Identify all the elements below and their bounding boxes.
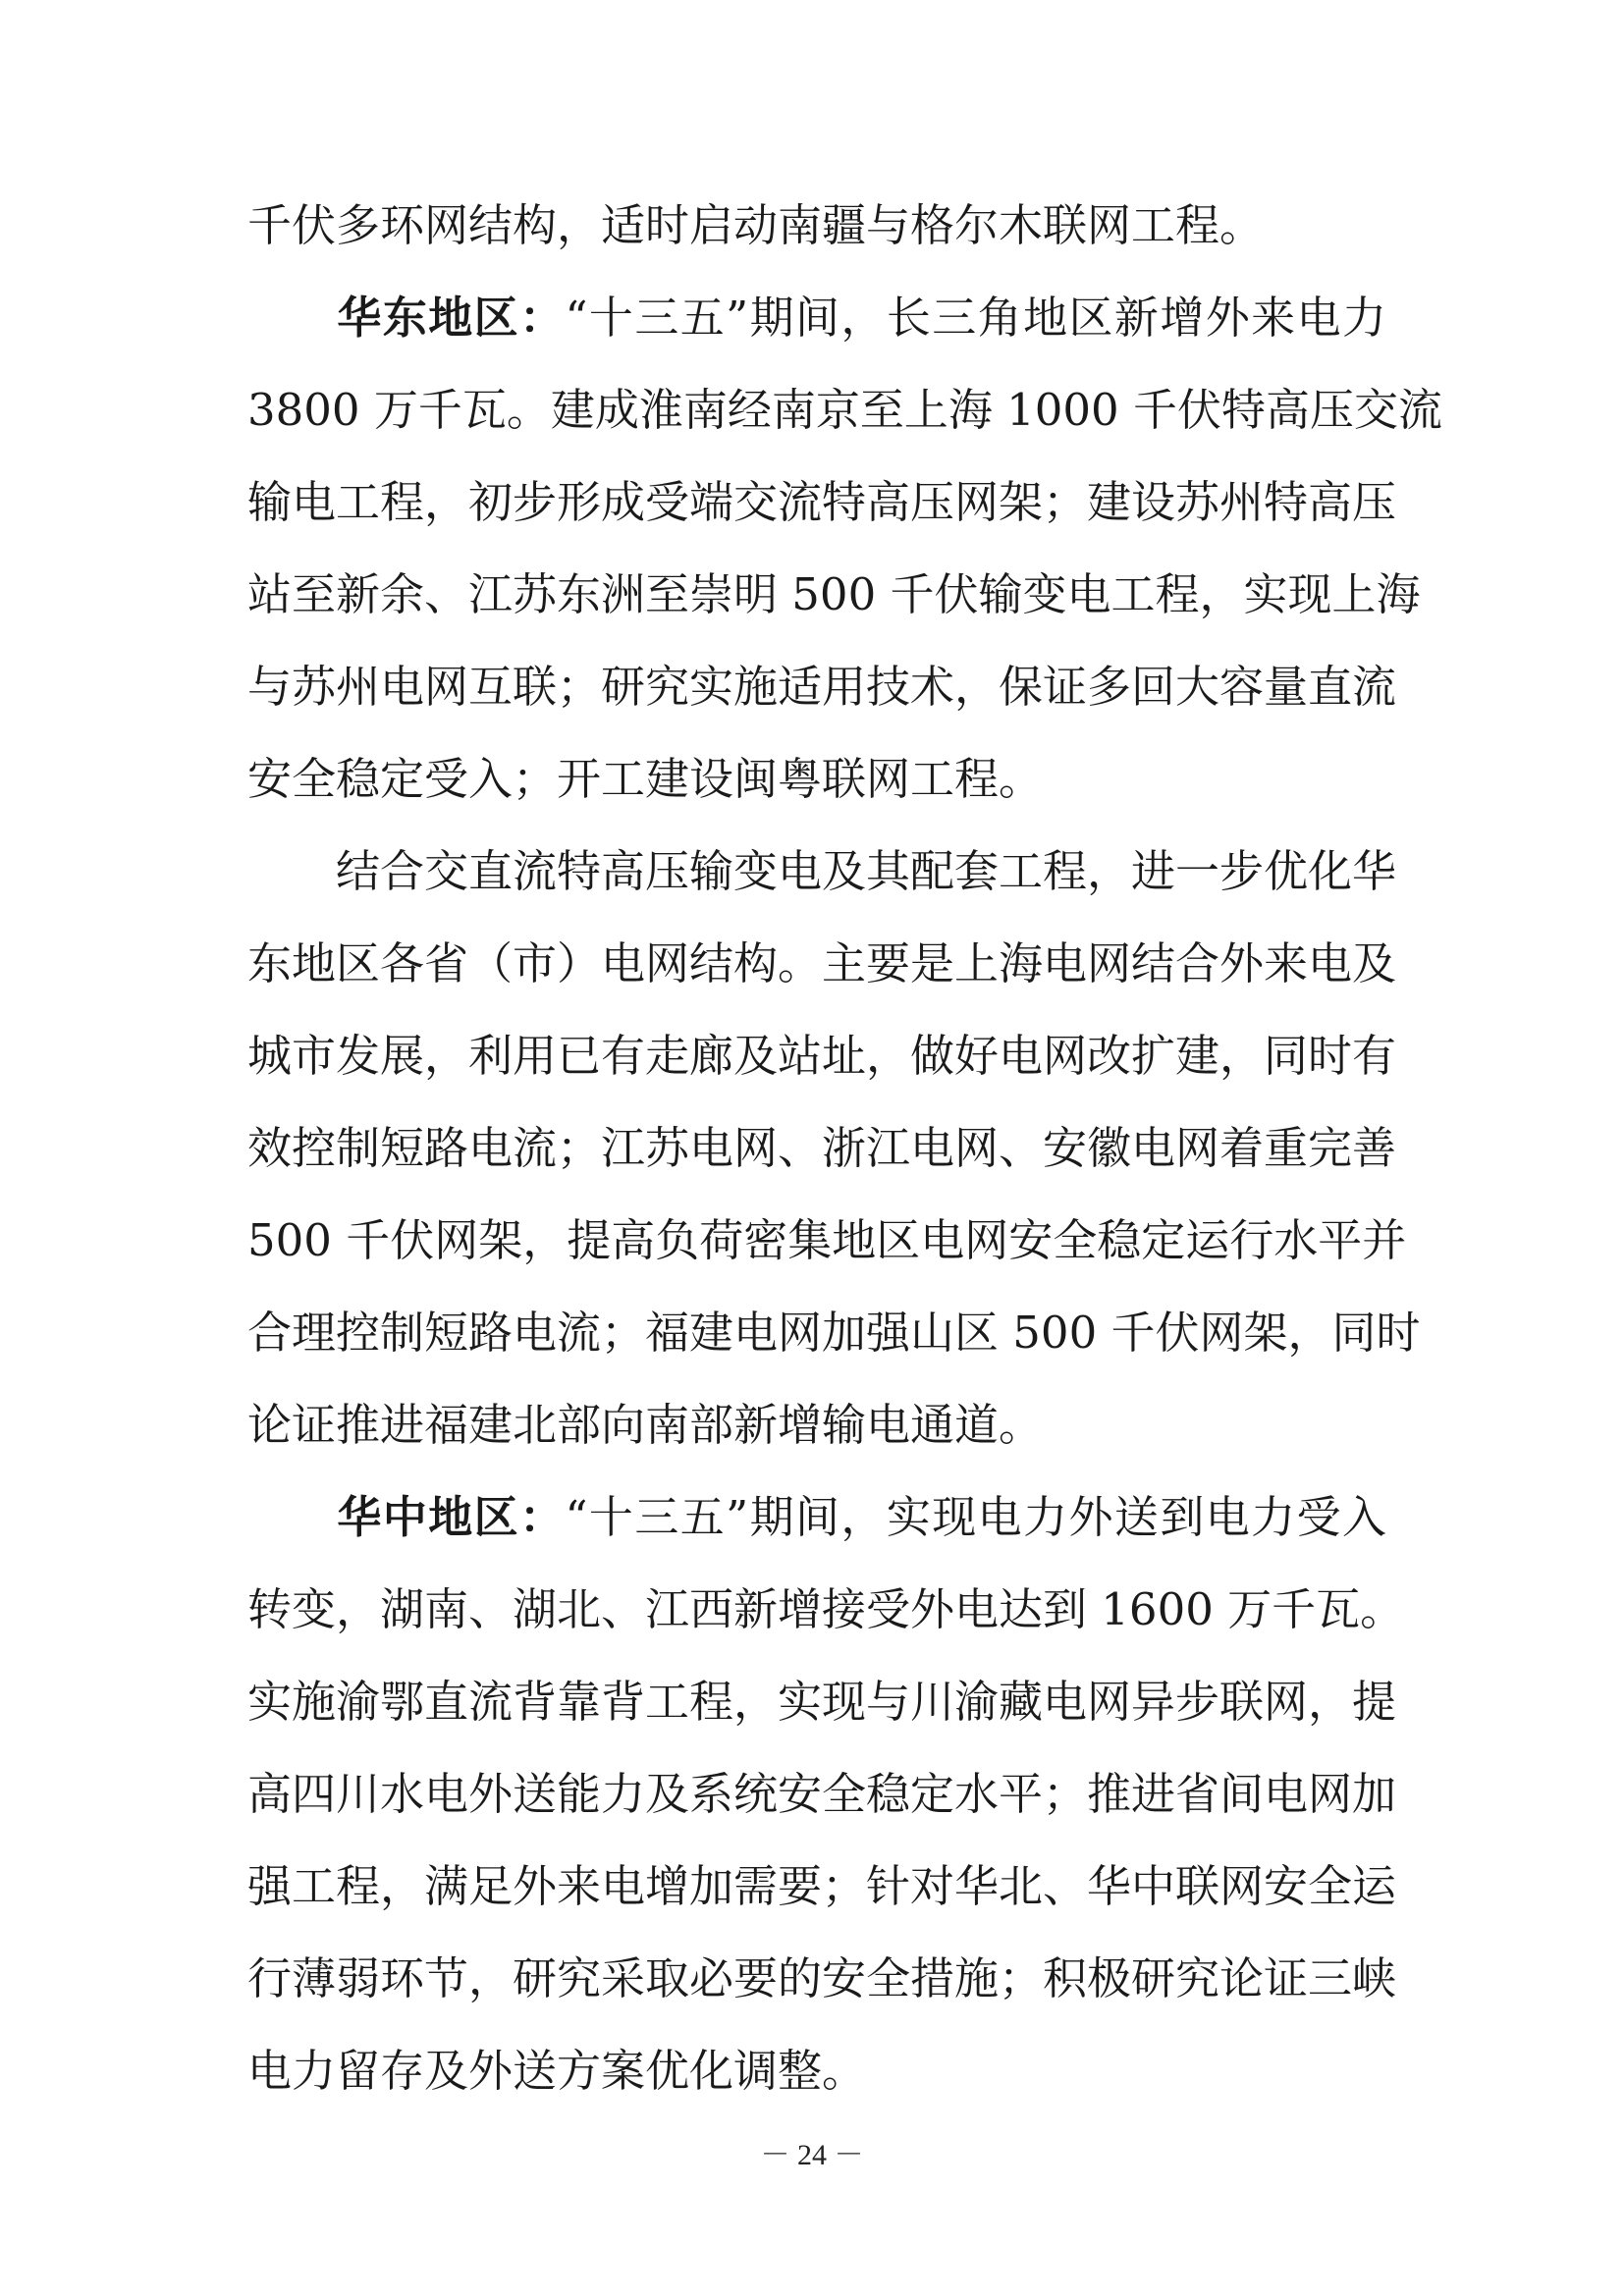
text-line bbox=[247, 463, 1397, 556]
line-text: 转变，湖南、湖北、江西新增接受外电达到 1600 万千瓦。 bbox=[247, 1583, 1405, 1635]
line-text: 效控制短路电流；江苏电网、浙江电网、安徽电网着重完善 bbox=[247, 1122, 1397, 1174]
text-line bbox=[247, 1386, 1386, 1478]
line-text: 电力留存及外送方案优化调整。 bbox=[247, 2045, 867, 2097]
text-line bbox=[247, 1109, 1397, 1201]
line-text: “十三五”期间，长三角地区新增外来电力 bbox=[565, 292, 1386, 344]
line-text: 高四川水电外送能力及系统安全稳定水平；推进省间电网加 bbox=[247, 1768, 1397, 1820]
text-line bbox=[247, 2032, 1386, 2124]
text-line bbox=[247, 1940, 1397, 2032]
region-heading: 华中地区： bbox=[336, 1491, 566, 1543]
text-line bbox=[247, 1663, 1397, 1755]
line-text: 500 千伏网架，提高负荷密集地区电网安全稳定运行水平并 bbox=[247, 1214, 1407, 1266]
line-text: 站至新余、江苏东洲至崇明 500 千伏输变电工程，实现上海 bbox=[247, 568, 1421, 620]
text-line bbox=[247, 187, 1386, 279]
text-line bbox=[247, 1294, 1421, 1386]
page-number: － 24 － bbox=[760, 2139, 864, 2171]
line-text: 强工程，满足外来电增加需要；针对华北、华中联网安全运 bbox=[247, 1860, 1397, 1912]
line-text: 结合交直流特高压输变电及其配套工程，进一步优化华 bbox=[336, 845, 1397, 897]
text-line bbox=[247, 1571, 1405, 1663]
text-line bbox=[247, 740, 1386, 832]
body-text bbox=[247, 187, 1442, 2124]
line-text: 与苏州电网互联；研究实施适用技术，保证多回大容量直流 bbox=[247, 661, 1397, 713]
line-text: 城市发展，利用已有走廊及站址，做好电网改扩建，同时有 bbox=[247, 1030, 1397, 1082]
text-line bbox=[247, 1478, 1386, 1571]
text-line bbox=[247, 1755, 1397, 1847]
text-line bbox=[247, 371, 1442, 463]
line-text: 合理控制短路电流；福建电网加强山区 500 千伏网架，同时 bbox=[247, 1307, 1421, 1359]
line-text: 千伏多环网结构，适时启动南疆与格尔木联网工程。 bbox=[247, 199, 1265, 251]
line-text: 输电工程，初步形成受端交流特高压网架；建设苏州特高压 bbox=[247, 476, 1397, 528]
line-text: 东地区各省（市）电网结构。主要是上海电网结合外来电及 bbox=[247, 937, 1397, 989]
text-line bbox=[247, 279, 1386, 371]
text-line bbox=[247, 1847, 1397, 1940]
line-text: 论证推进福建北部向南部新增输电通道。 bbox=[247, 1399, 1044, 1451]
text-line bbox=[247, 1017, 1397, 1109]
line-text: “十三五”期间，实现电力外送到电力受入 bbox=[565, 1491, 1386, 1543]
text-line bbox=[247, 832, 1397, 925]
text-line bbox=[247, 1201, 1407, 1294]
text-line bbox=[247, 556, 1421, 648]
text-line bbox=[247, 925, 1397, 1017]
line-text: 行薄弱环节，研究采取必要的安全措施；积极研究论证三峡 bbox=[247, 1952, 1397, 2004]
line-text: 实施渝鄂直流背靠背工程，实现与川渝藏电网异步联网，提 bbox=[247, 1676, 1397, 1728]
text-line bbox=[247, 648, 1397, 740]
line-text: 3800 万千瓦。建成淮南经南京至上海 1000 千伏特高压交流 bbox=[247, 384, 1442, 436]
region-heading: 华东地区： bbox=[336, 292, 566, 344]
line-text: 安全稳定受入；开工建设闽粤联网工程。 bbox=[247, 753, 1044, 805]
